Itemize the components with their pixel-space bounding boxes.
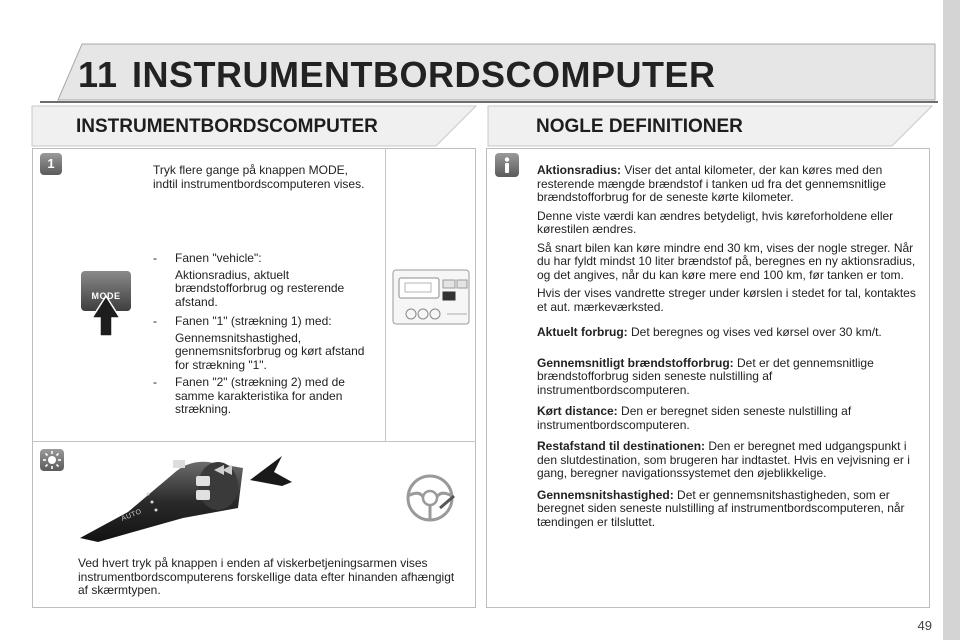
definition-text: Så snart bilen kan køre mindre end 30 km, vises der nogle streger. Når du har fyldt mindst 10 liter brændstof på, beregnes en ny aktionsradius, og det angives, når du kan køre mere end 100 km, før tanken er tom.: [537, 240, 916, 282]
tab-label: Fanen "vehicle":: [175, 251, 262, 265]
info-badge: [495, 153, 519, 177]
right-section-title: NOGLE DEFINITIONER: [536, 116, 743, 137]
definition-term: Aktuelt forbrug:: [537, 325, 628, 339]
tab-label: Fanen "2" (strækning 2) med de samme karakteristika for anden strækning.: [175, 375, 345, 416]
definition-text: Det er gennemsnitshastigheden, som er beregnet siden seneste nulstilling af instrumentbordscomputeren, når tændingen er tilsluttet.: [537, 487, 905, 529]
steering-wheel-icon: [402, 470, 458, 526]
chapter-number: 11: [78, 54, 119, 95]
definition-term: Aktionsradius:: [537, 163, 622, 177]
definition-gennemsnitligt-forbrug: [537, 357, 921, 398]
tab-detail: Aktionsradius, aktuelt brændstofforbrug og resterende afstand.: [175, 267, 345, 309]
radio-unit-illustration: [391, 266, 471, 328]
tab-item-1: [153, 315, 375, 372]
wiper-stalk-illustration: [78, 452, 313, 542]
definition-paragraph: [537, 287, 921, 314]
definition-text: Det er det gennemsnitlige brændstofforbrug siden seneste nulstilling af instrumentbordscomputeren.: [537, 355, 874, 397]
tab-label: Fanen "1" (strækning 1) med:: [175, 314, 332, 328]
sun-icon: [40, 449, 64, 471]
list-dash: -: [153, 314, 157, 328]
chapter-title: INSTRUMENTBORDSCOMPUTER: [132, 54, 716, 95]
tab-list: [153, 252, 375, 417]
definition-term: Gennemsnitligt brændstofforbrug:: [537, 355, 734, 370]
definition-text: Viser det antal kilometer, der kan køres med den resterende mængde brændstof i tanken ud fra det gennemsnitlige brændstofforbrug for de seneste kørte kilometer.: [537, 163, 886, 204]
definition-term: Restafstand til destinationen:: [537, 439, 706, 453]
auto-label: AUTO: [120, 508, 143, 523]
bottom-text: Ved hvert tryk på knappen i enden af viskerbetjeningsarmen vises instrumentbordscomputerens forskellige data efter hinanden afhængigt af skærmtypen.: [78, 556, 455, 597]
tab-detail: Gennemsnitshastighed, gennemsnitsforbrug og kørt afstand for strækning "1".: [175, 330, 365, 372]
page-edge-strip: [943, 0, 960, 640]
definition-paragraph: [537, 242, 921, 283]
info-icon: [495, 153, 519, 177]
list-dash: -: [153, 251, 157, 265]
mode-button-illustration: [80, 270, 132, 338]
step-badge-number: 1: [47, 156, 55, 171]
definition-term: Gennemsnitshastighed:: [537, 487, 674, 502]
definition-text: Hvis der vises vandrette streger under kørslen i stedet for tal, kontaktes et aut. mærkeværksted.: [537, 286, 916, 314]
definitions-list: [537, 164, 921, 534]
tab-item-vehicle: [153, 252, 375, 309]
definition-text: Denne viste værdi kan ændres betydeligt, hvis køreforholdene eller kørestilen ændres.: [537, 208, 894, 236]
mode-button-label: MODE: [91, 291, 121, 301]
panel-divider-vertical: [385, 148, 386, 441]
left-section-title: INSTRUMENTBORDSCOMPUTER: [76, 116, 378, 137]
step-badge: [40, 153, 62, 175]
definition-gennemsnitshastighed: [537, 489, 921, 530]
definition-text: Den er beregnet med udgangspunkt i den slutdestination, som brugeren har indtastet. Hvis en vejvisning er i gang, beregner navigationssystemet den øjeblikkelige.: [537, 439, 910, 480]
list-dash: -: [153, 375, 157, 389]
page-number: 49: [917, 618, 932, 633]
definition-aktuelt-forbrug: [537, 326, 921, 340]
definition-paragraph: [537, 210, 921, 237]
panel-divider-horizontal: [32, 441, 476, 442]
definition-restafstand: [537, 440, 921, 481]
definition-text: Den er beregnet siden seneste nulstilling af instrumentbordscomputeren.: [537, 404, 852, 432]
definition-text: Det beregnes og vises ved kørsel over 30 km/t.: [627, 325, 882, 339]
definition-aktionsradius: [537, 164, 921, 205]
tab-item-2: [153, 376, 375, 417]
intro-text: Tryk flere gange på knappen MODE, indtil instrumentbordscomputeren vises.: [153, 163, 365, 191]
definition-koert-distance: [537, 405, 921, 432]
definition-term: Kørt distance:: [537, 404, 618, 418]
light-badge: [40, 449, 64, 471]
